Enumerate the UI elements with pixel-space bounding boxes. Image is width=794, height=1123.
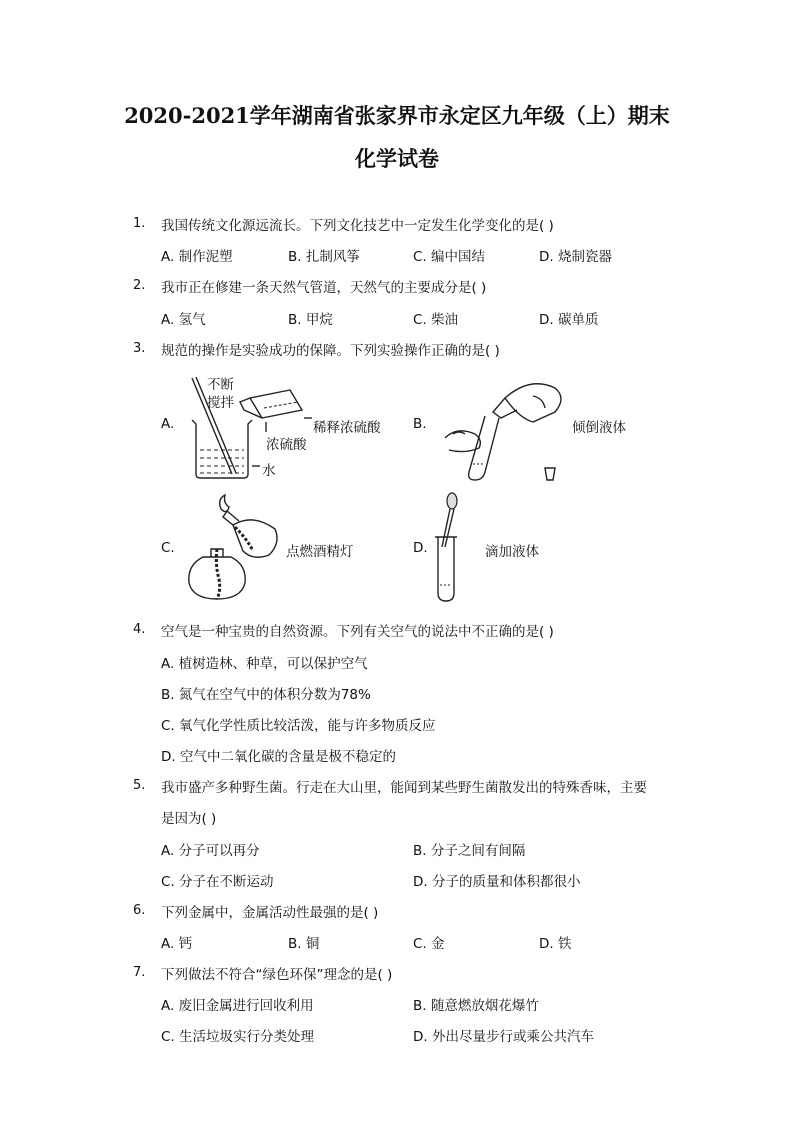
label-concentrated-acid: 浓硫酸 xyxy=(266,437,307,453)
exam-title-line1: 2020-2021学年湖南省张家界市永定区九年级（上）期末 xyxy=(124,103,670,128)
question-3-option-a: A. xyxy=(161,416,175,432)
question-2-option-d: D. 碳单质 xyxy=(539,312,599,328)
label-light-lamp: 点燃酒精灯 xyxy=(286,544,354,560)
label-dilute-acid: 稀释浓硫酸 xyxy=(313,420,381,436)
question-6-option-c: C. 金 xyxy=(413,936,445,952)
question-6-number: 6. xyxy=(133,903,146,918)
question-3-number: 3. xyxy=(133,341,146,356)
question-5-number: 5. xyxy=(133,778,146,793)
light-lamp-figure xyxy=(183,495,283,605)
question-2-option-a: A. 氢气 xyxy=(161,312,206,328)
question-7-number: 7. xyxy=(133,965,146,980)
question-6-option-b: B. 铜 xyxy=(288,936,320,952)
question-6-text: 下列金属中，金属活动性最强的是( ) xyxy=(161,905,379,921)
label-pour-liquid: 倾倒液体 xyxy=(572,420,626,436)
pour-liquid-figure xyxy=(435,368,565,483)
question-5-text-line2: 是因为( ) xyxy=(161,811,217,827)
question-1-number: 1. xyxy=(133,216,146,231)
question-2-option-c: C. 柴油 xyxy=(413,312,459,328)
question-2-text: 我市正在修建一条天然气管道，天然气的主要成分是( ) xyxy=(161,280,487,296)
exam-title-line2: 化学试卷 xyxy=(355,146,439,171)
question-1-text: 我国传统文化源远流长。下列文化技艺中一定发生化学变化的是( ) xyxy=(161,218,554,234)
question-4-option-a: A. 植树造林、种草，可以保护空气 xyxy=(161,656,368,672)
question-6-option-a: A. 钙 xyxy=(161,936,193,952)
question-4-option-c: C. 氧气化学性质比较活泼，能与许多物质反应 xyxy=(161,718,436,734)
question-5-option-b: B. 分子之间有间隔 xyxy=(413,843,526,859)
question-7-option-d: D. 外出尽量步行或乘公共汽车 xyxy=(413,1029,594,1045)
label-stir-1: 不断 xyxy=(207,377,234,393)
question-3-option-b: B. xyxy=(413,416,427,432)
question-5-option-a: A. 分子可以再分 xyxy=(161,843,260,859)
label-water: 水 xyxy=(262,463,276,479)
question-4-option-b: B. 氮气在空气中的体积分数为78% xyxy=(161,687,371,703)
question-3-option-c: C. xyxy=(161,540,175,556)
label-drop-liquid: 滴加液体 xyxy=(485,544,539,560)
question-1-option-b: B. 扎制风筝 xyxy=(288,249,360,265)
question-3-text: 规范的操作是实验成功的保障。下列实验操作正确的是( ) xyxy=(161,343,500,359)
question-4-number: 4. xyxy=(133,622,146,637)
question-5-option-c: C. 分子在不断运动 xyxy=(161,874,274,890)
question-7-option-a: A. 废旧金属进行回收利用 xyxy=(161,998,314,1014)
label-stir-2: 搅拌 xyxy=(207,395,234,411)
question-7-option-b: B. 随意燃放烟花爆竹 xyxy=(413,998,539,1014)
question-5-option-d: D. 分子的质量和体积都很小 xyxy=(413,874,581,890)
question-5-text: 我市盛产多种野生菌。行走在大山里，能闻到某些野生菌散发出的特殊香味，主要 xyxy=(161,780,647,796)
question-2-option-b: B. 甲烷 xyxy=(288,312,333,328)
question-3-option-d: D. xyxy=(413,540,428,556)
question-7-text: 下列做法不符合“绿色环保”理念的是( ) xyxy=(161,967,393,983)
question-7-option-c: C. 生活垃圾实行分类处理 xyxy=(161,1029,315,1045)
drop-liquid-figure xyxy=(430,493,480,603)
question-6-option-d: D. 铁 xyxy=(539,936,572,952)
question-1-option-d: D. 烧制瓷器 xyxy=(539,249,612,265)
question-4-option-d: D. 空气中二氧化碳的含量是极不稳定的 xyxy=(161,749,396,765)
question-2-number: 2. xyxy=(133,278,146,293)
question-1-option-c: C. 编中国结 xyxy=(413,249,486,265)
question-4-text: 空气是一种宝贵的自然资源。下列有关空气的说法中不正确的是( ) xyxy=(161,624,554,640)
dilute-acid-figure xyxy=(180,370,310,480)
question-1-option-a: A. 制作泥塑 xyxy=(161,249,233,265)
